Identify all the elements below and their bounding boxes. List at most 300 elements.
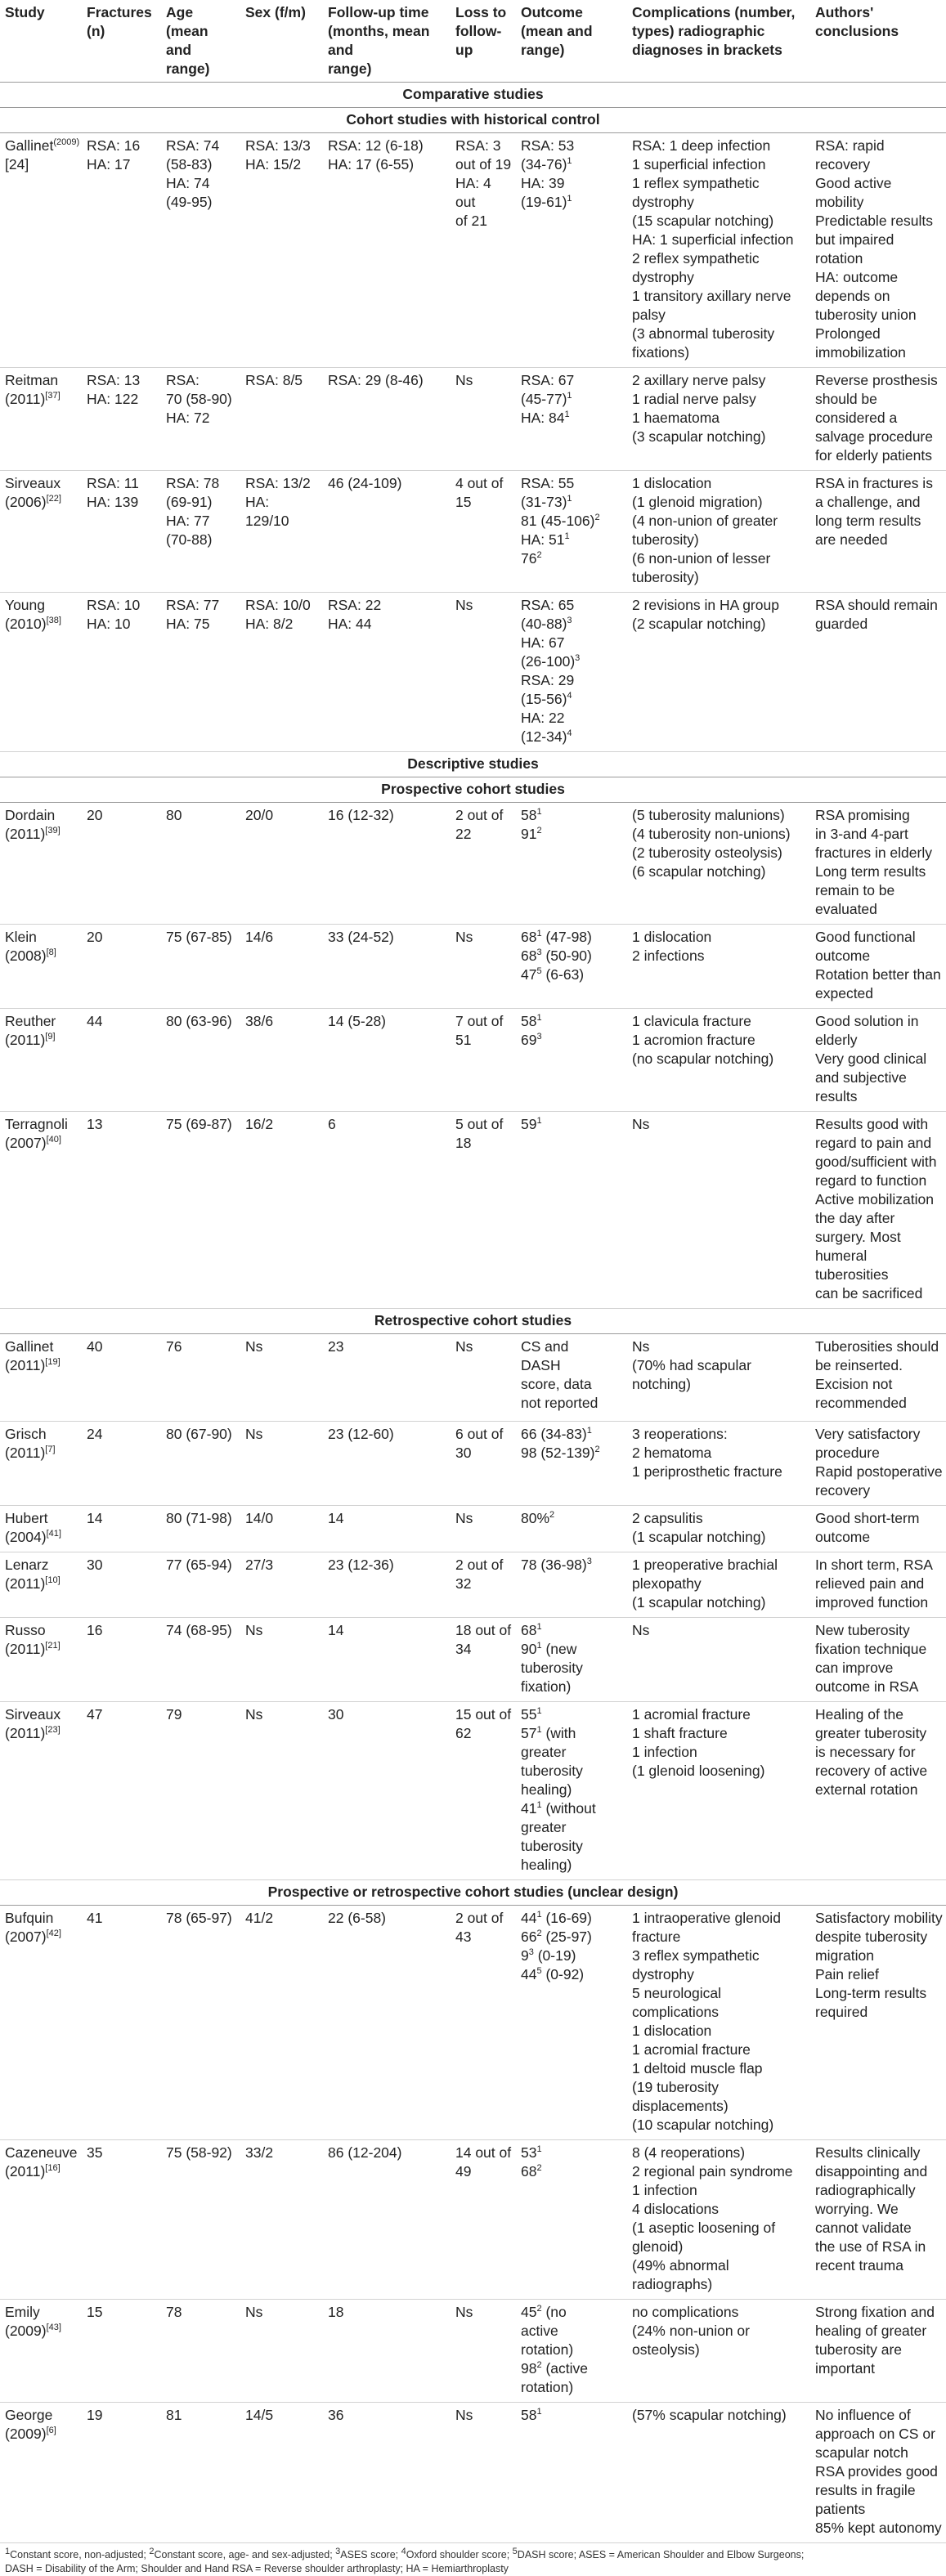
text-segment: out of 19 (455, 156, 512, 172)
cell-conclusions (810, 1702, 946, 1880)
text-segment: relieved pain and (815, 1575, 925, 1592)
header-line: range) (328, 60, 372, 77)
text-segment: no complications (632, 2304, 739, 2320)
cell-line (87, 2303, 158, 2322)
cell-line (632, 137, 807, 155)
cell-line (521, 1781, 624, 1799)
cell-line (521, 409, 624, 428)
text-segment: Constant score, age- and sex-adjusted; (154, 2549, 336, 2560)
text-segment: Ns (455, 597, 473, 613)
cell-line (632, 2256, 807, 2275)
text-segment: 33 (24-52) (328, 929, 394, 945)
cell-sex (240, 1422, 323, 1506)
cell-line (521, 1724, 624, 1743)
text-segment: Reuther (5, 1013, 56, 1029)
cell-line (815, 1509, 943, 1528)
cell-line (455, 2406, 513, 2425)
cell-line (521, 1743, 624, 1762)
cell-line (87, 155, 158, 174)
cell-line (521, 493, 624, 512)
table-row (0, 2140, 946, 2300)
footnote-line (5, 2562, 943, 2576)
superscript-marker: (2009) (53, 137, 80, 148)
cell-line (166, 1621, 237, 1640)
cell-complications (627, 1618, 810, 1702)
header-line: range) (521, 42, 565, 58)
header-line: Authors' (815, 4, 874, 20)
cell-line (815, 1621, 943, 1640)
cell-line (632, 615, 807, 634)
text-segment: 68 (521, 948, 537, 964)
text-segment: approach on CS or (815, 2426, 935, 2442)
cell-line (245, 155, 320, 174)
cell-line (815, 371, 943, 390)
cell-line (5, 1031, 78, 1050)
cell-age (161, 471, 240, 593)
cell-line (632, 2322, 807, 2341)
cell-line (632, 2341, 807, 2359)
cell-conclusions (810, 1506, 946, 1552)
cell-study (0, 1552, 82, 1618)
text-segment: HA: 51 (521, 531, 565, 548)
cell-line (632, 568, 807, 587)
cell-line (87, 2144, 158, 2162)
cell-outcome (516, 133, 627, 368)
text-segment: RSA should remain (815, 597, 938, 613)
cell-line (815, 806, 943, 825)
cell-line (815, 1640, 943, 1659)
text-segment: 80 (166, 807, 182, 823)
cell-line (521, 1705, 624, 1724)
cell-line (815, 2341, 943, 2359)
cell-line (521, 965, 624, 984)
cell-line (632, 155, 807, 174)
cell-study (0, 471, 82, 593)
cell-line (632, 2022, 807, 2041)
text-segment: 1 periprosthetic fracture (632, 1463, 782, 1480)
text-segment: Ns (245, 1706, 263, 1723)
text-segment: humeral tuberosities (815, 1248, 889, 1283)
text-segment: Very satisfactory (815, 1426, 921, 1442)
cell-conclusions (810, 593, 946, 752)
cell-age (161, 1334, 240, 1422)
text-segment: 2 reflex sympathetic (632, 250, 760, 267)
cell-line (245, 1621, 320, 1640)
text-segment: 75 (69-87) (166, 1116, 232, 1132)
cell-line (455, 474, 513, 512)
text-segment: healing) (521, 1781, 572, 1798)
text-segment: glenoid) (632, 2238, 684, 2255)
cell-line (166, 806, 237, 825)
cell-fractures (82, 368, 161, 471)
header-line: types) radiographic (632, 23, 765, 39)
column-header-complications (627, 0, 810, 83)
text-segment: HA: 4 out (455, 175, 491, 210)
cell-line (166, 409, 237, 428)
text-segment: Klein (5, 929, 37, 945)
cell-line (632, 806, 807, 825)
text-segment: 6 (328, 1116, 336, 1132)
cell-loss-to-follow-up (451, 925, 516, 1009)
cell-loss-to-follow-up (451, 1552, 516, 1618)
cell-line (815, 409, 943, 428)
superscript-marker: 4 (401, 2546, 406, 2556)
text-segment: (25-97) (541, 1929, 592, 1945)
text-segment: Sirveaux (5, 1706, 61, 1723)
text-segment: HA: 77 (166, 513, 210, 529)
cell-line (815, 231, 943, 249)
cell-line (815, 2500, 943, 2519)
text-segment: immobilization (815, 344, 906, 361)
cell-outcome (516, 1112, 627, 1309)
text-segment: results (815, 1088, 858, 1104)
cell-line (5, 2406, 78, 2425)
text-segment: HA: 17 (6-55) (328, 156, 415, 172)
text-segment: No influence of (815, 2407, 911, 2423)
cell-complications (627, 2140, 810, 2300)
cell-line (815, 984, 943, 1003)
cell-line (87, 371, 158, 390)
footnote-line (5, 2548, 943, 2562)
text-segment: (no (541, 2304, 567, 2320)
cell-line (815, 1984, 943, 2003)
text-segment: 58 (521, 1013, 537, 1029)
cell-line (632, 1031, 807, 1050)
cell-conclusions (810, 1618, 946, 1702)
text-segment: HA: 10 (87, 616, 131, 632)
cell-line (328, 615, 447, 634)
text-segment: notching) (632, 1376, 691, 1392)
cell-line (328, 2406, 447, 2425)
text-segment: Very good clinical (815, 1051, 927, 1067)
cell-line (166, 1425, 237, 1444)
cell-line (632, 2116, 807, 2135)
text-segment: (without (541, 1800, 596, 1817)
superscript-marker: 3 (567, 616, 572, 626)
cell-line (87, 137, 158, 155)
cell-follow-up (323, 1906, 451, 2140)
text-segment: Young (5, 597, 45, 613)
cell-line (521, 1640, 624, 1659)
cell-line (632, 2097, 807, 2116)
cell-line (5, 390, 78, 409)
cell-line (328, 155, 447, 174)
text-segment: (3 scapular notching) (632, 428, 766, 445)
cell-line (5, 1356, 78, 1375)
text-segment: Healing of the (815, 1706, 903, 1723)
section-title: Retrospective cohort studies (0, 1309, 946, 1334)
cell-study (0, 133, 82, 368)
cell-sex (240, 1112, 323, 1309)
text-segment: 24 (87, 1426, 103, 1442)
text-segment: are needed (815, 531, 888, 548)
cell-fractures (82, 1506, 161, 1552)
text-segment: George (5, 2407, 53, 2423)
cell-line (632, 1965, 807, 1984)
cell-line (521, 1678, 624, 1696)
text-segment: 57 (521, 1725, 537, 1741)
cell-line (815, 287, 943, 306)
cell-line (632, 1050, 807, 1068)
header-line: Loss to (455, 4, 507, 20)
table-row (0, 1618, 946, 1702)
column-header-fractures (82, 0, 161, 83)
cell-loss-to-follow-up (451, 593, 516, 752)
superscript-marker: 1 (564, 410, 570, 420)
superscript-marker: 1 (536, 1706, 542, 1717)
superscript-marker: [8] (46, 948, 56, 958)
text-segment: 40 (87, 1338, 103, 1355)
text-segment: but impaired (815, 231, 894, 248)
cell-line (521, 1965, 624, 1984)
cell-complications (627, 2403, 810, 2543)
cell-line (632, 1593, 807, 1612)
cell-sex (240, 1702, 323, 1880)
text-segment: greater (521, 1819, 567, 1835)
cell-line (815, 1247, 943, 1284)
cell-fractures (82, 2300, 161, 2403)
text-segment: 76 (166, 1338, 182, 1355)
cell-line (328, 806, 447, 825)
cell-line (5, 1724, 78, 1743)
cell-line (815, 2303, 943, 2322)
cell-fractures (82, 1906, 161, 2140)
cell-fractures (82, 593, 161, 752)
cell-line (815, 474, 943, 493)
cell-loss-to-follow-up (451, 1009, 516, 1112)
cell-line (632, 2041, 807, 2059)
text-segment: migration (815, 1947, 874, 1964)
section-title: Descriptive studies (0, 752, 946, 777)
text-segment: guarded (815, 616, 868, 632)
cell-fractures (82, 1552, 161, 1618)
text-segment: displacements) (632, 2098, 729, 2114)
text-segment: 2 capsulitis (632, 1510, 703, 1526)
text-segment: 68 (521, 2163, 537, 2180)
cell-line (328, 371, 447, 390)
cell-line (632, 1356, 807, 1375)
text-segment: Ns (632, 1116, 650, 1132)
cell-line (521, 371, 624, 390)
cell-line (328, 1425, 447, 1444)
cell-line (815, 1909, 943, 1928)
cell-line (455, 155, 513, 174)
text-segment: 14 out of (455, 2144, 512, 2161)
cell-outcome (516, 1552, 627, 1618)
cell-follow-up (323, 925, 451, 1009)
text-segment: RSA: 13 (87, 372, 141, 388)
table-row (0, 803, 946, 925)
superscript-marker: 1 (567, 391, 572, 401)
cell-line (815, 844, 943, 862)
superscript-marker: [40] (46, 1135, 61, 1145)
cell-follow-up (323, 593, 451, 752)
superscript-marker: 1 (586, 1426, 592, 1436)
text-segment: the day after (815, 1210, 895, 1226)
cell-line (166, 193, 237, 212)
text-segment: recent trauma (815, 2257, 903, 2274)
table-row (0, 1906, 946, 2140)
text-segment: Rapid postoperative (815, 1463, 943, 1480)
superscript-marker: 5 (512, 2546, 518, 2556)
cell-line (455, 1640, 513, 1659)
table-footnotes (0, 2543, 946, 2576)
cell-line (815, 2444, 943, 2462)
text-segment: 14/6 (245, 929, 274, 945)
text-segment: HA: outcome (815, 269, 899, 285)
text-segment: Reitman (5, 372, 59, 388)
cell-line (5, 596, 78, 615)
cell-outcome (516, 1702, 627, 1880)
text-segment: 34 (455, 1641, 472, 1657)
cell-line (521, 174, 624, 193)
cell-line (166, 390, 237, 409)
cell-line (87, 1115, 158, 1134)
text-segment: Long term results (815, 863, 926, 880)
text-segment: tuberosity union (815, 307, 917, 323)
text-segment: 78 (166, 2304, 182, 2320)
cell-line (166, 512, 237, 531)
cell-line (632, 1444, 807, 1463)
text-segment: 81 (166, 2407, 182, 2423)
cell-line (521, 615, 624, 634)
cell-study (0, 368, 82, 471)
cell-line (5, 947, 78, 965)
text-segment: 129/10 (245, 513, 289, 529)
cell-outcome (516, 1906, 627, 2140)
text-segment: 59 (521, 1116, 537, 1132)
cell-line (245, 2144, 320, 2162)
cell-line (815, 1743, 943, 1762)
table-row (0, 1009, 946, 1112)
cell-line (815, 862, 943, 881)
text-segment: 45 (521, 2304, 537, 2320)
text-segment: Results clinically (815, 2144, 921, 2161)
cell-line (521, 652, 624, 671)
text-segment: Ns (245, 1338, 263, 1355)
cell-follow-up (323, 1334, 451, 1422)
cell-line (521, 1031, 624, 1050)
superscript-marker: [39] (45, 826, 61, 836)
text-segment: (6-63) (541, 966, 585, 983)
cell-line (166, 1556, 237, 1575)
text-segment: HA: 22 (521, 710, 565, 726)
text-segment: 1 transitory axillary nerve (632, 288, 791, 304)
superscript-marker: 3 (575, 653, 581, 664)
text-segment: 77 (65-94) (166, 1557, 232, 1573)
cell-line (632, 2275, 807, 2294)
cell-line (815, 2322, 943, 2341)
text-segment: Ns (455, 1510, 473, 1526)
cell-outcome (516, 1009, 627, 1112)
text-segment: RSA: 22 (328, 597, 382, 613)
cell-line (5, 1640, 78, 1659)
cell-age (161, 593, 240, 752)
cell-line (632, 1909, 807, 1928)
superscript-marker: 2 (536, 1929, 542, 1939)
cell-line (815, 249, 943, 268)
text-segment: outcome (815, 948, 871, 964)
text-segment: cannot validate (815, 2220, 912, 2236)
text-segment: 27/3 (245, 1557, 274, 1573)
cell-line (632, 231, 807, 249)
cell-line (5, 825, 78, 844)
cell-line (632, 474, 807, 493)
cell-line (455, 2144, 513, 2162)
text-segment: (2011) (5, 1575, 46, 1592)
text-segment: scapular notch (815, 2444, 908, 2461)
text-segment: dystrophy (632, 1966, 694, 1982)
cell-line (815, 343, 943, 362)
text-segment: 1 acromial fracture (632, 1706, 751, 1723)
text-segment: (6 non-union of lesser (632, 550, 771, 567)
text-segment: 30 (87, 1557, 103, 1573)
cell-line (815, 268, 943, 287)
text-segment: HA: 67 (521, 634, 565, 651)
text-segment: (47-98) (541, 929, 592, 945)
superscript-marker: 1 (536, 1725, 542, 1736)
text-segment: 1 acromial fracture (632, 2041, 751, 2058)
text-segment: osteolysis) (632, 2341, 700, 2358)
text-segment: HA: 75 (166, 616, 210, 632)
column-header-study (0, 0, 82, 83)
text-segment: 47 (521, 966, 537, 983)
text-segment: 98 (52-139) (521, 1445, 595, 1461)
text-segment: RSA: 12 (6-18) (328, 137, 424, 154)
cell-line (632, 371, 807, 390)
cell-line (521, 137, 624, 155)
cell-complications (627, 1702, 810, 1880)
cell-age (161, 368, 240, 471)
cell-line (815, 1012, 943, 1031)
cell-line (815, 1031, 943, 1050)
text-segment: (2011) (5, 1357, 46, 1373)
text-segment: can be sacrificed (815, 1285, 923, 1301)
superscript-marker: 1 (536, 2407, 542, 2417)
column-header-loss-to-follow-up (451, 0, 516, 83)
text-segment: 13 (87, 1116, 103, 1132)
section-title: Prospective cohort studies (0, 777, 946, 803)
text-segment: despite tuberosity (815, 1929, 928, 1945)
table-row (0, 2300, 946, 2403)
text-segment: 70 (58-90) (166, 391, 232, 407)
cell-line (521, 155, 624, 174)
cell-fractures (82, 803, 161, 925)
text-segment: (2010) (5, 616, 47, 632)
text-segment: 9 (521, 1947, 529, 1964)
cell-sex (240, 1552, 323, 1618)
cell-complications (627, 1506, 810, 1552)
text-segment: HA: 122 (87, 391, 139, 407)
text-segment: 80 (67-90) (166, 1426, 232, 1442)
cell-line (521, 596, 624, 615)
superscript-marker: 3 (528, 1947, 534, 1958)
cell-line (521, 1799, 624, 1818)
text-segment: Ns (632, 1622, 650, 1638)
superscript-marker: [41] (46, 1529, 61, 1539)
text-segment: Gallinet (5, 1338, 54, 1355)
text-segment: 4 dislocations (632, 2201, 720, 2217)
cell-loss-to-follow-up (451, 471, 516, 593)
cell-line (815, 1965, 943, 1984)
text-segment: RSA: 29 (8-46) (328, 372, 424, 388)
text-segment: 1 dislocation (632, 929, 712, 945)
text-segment: healing) (521, 1857, 572, 1873)
cell-line (87, 1909, 158, 1928)
cell-line (328, 1556, 447, 1575)
cell-line (5, 615, 78, 634)
cell-sex (240, 2140, 323, 2300)
